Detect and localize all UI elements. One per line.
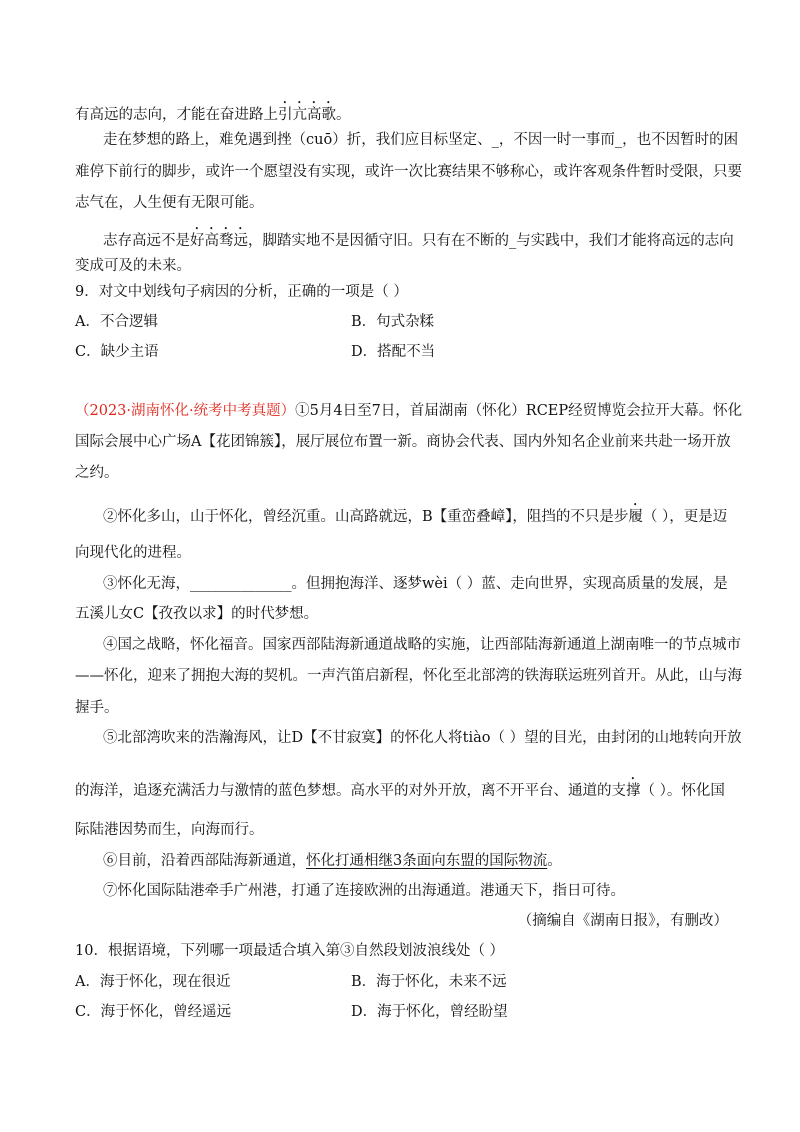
underlined-sentence: 怀化打通相继3条面向东盟的国际物流 <box>306 853 548 869</box>
emphasis-dotted-text: 引亢高歌 <box>278 107 336 123</box>
paragraph-2-line-1 <box>103 501 727 527</box>
source-credit: （摘编自《湖南日报》，有删改） <box>517 913 728 929</box>
passage2-line-3: 之约。 <box>75 465 119 481</box>
q10-option-c[interactable]: C．海于怀化，曾经遥远 <box>75 1004 232 1020</box>
passage2-line-2: 国际会展中心广场A【花团锦簇】，展厅展位布置一新。商协会代表、国内外知名企业前来共赴一场开放 <box>75 434 731 450</box>
q10-option-b[interactable]: B．海于怀化，未来不远 <box>351 974 507 990</box>
q9-option-a[interactable]: A．不合逻辑 <box>75 314 158 330</box>
text-run: 。 <box>547 853 562 869</box>
text-run: ①5月4日至7日，首届湖南（怀化）RCEP经贸博览会拉开大幕。怀化 <box>295 403 743 419</box>
paragraph-6 <box>103 851 562 871</box>
paragraph-5-line-1: ⑤北部湾吹来的浩瀚海风，让D【不甘寂寞】的怀化人将tiào（ ）望的目光，由封闭的山地转向开放 <box>103 730 742 746</box>
text-run: ②怀化多山，山于怀化，曾经沉重。山高路就远，B【重峦叠嶂】，阻挡的不只是步 <box>103 509 629 525</box>
emphasis-dotted-text: 好高骛远 <box>190 233 248 249</box>
text-run: ⑥目前，沿着西部陆海新通道， <box>103 853 306 869</box>
paragraph-4-line-2: ——怀化，迎来了拥抱大海的契机。一声汽笛启新程，怀化至北部湾的铁海联运班列首开。从此，山与海 <box>75 668 742 684</box>
paragraph-5-line-2 <box>75 775 725 801</box>
emphasis-dotted-text: 撑 <box>626 783 641 799</box>
q10-option-a[interactable]: A．海于怀化，现在很近 <box>75 974 231 990</box>
source-tag: （2023·湖南怀化·统考中考真题） <box>75 403 296 419</box>
question-10-stem: 10．根据语境，下列哪一项最适合填入第③自然段划波浪线处（ ） <box>75 943 505 959</box>
paragraph-4-line-3: 握手。 <box>75 700 119 716</box>
q9-option-c[interactable]: C．缺少主语 <box>75 344 159 360</box>
passage1-line-2: 走在梦想的路上，难免遇到挫（cuō）折，我们应目标坚定、_，不因一时一事而_，也不因暂时的困 <box>103 132 739 148</box>
text-run: 。 <box>336 107 351 123</box>
paragraph-3-line-2: 五溪儿女C【孜孜以求】的时代梦想。 <box>75 606 319 622</box>
passage1-line-5 <box>103 225 734 251</box>
text-run: 有高远的志向，才能在奋进路上 <box>75 107 278 123</box>
emphasis-dotted-text: 履 <box>628 509 643 525</box>
paragraph-4-line-1: ④国之战略，怀化福音。国家西部陆海新通道战略的实施，让西部陆海新通道上湖南唯一的节点城市 <box>103 637 741 653</box>
text-run: ，脚踏实地不是因循守旧。只有在不断的_与实践中，我们才能将高远的志向 <box>248 233 734 249</box>
q9-option-d[interactable]: D．搭配不当 <box>351 344 436 360</box>
text-run: （ ），更是迈 <box>642 509 728 525</box>
paragraph-3-line-1: ③怀化无海，______________。但拥抱海洋、逐梦wèi（ ）蓝、走向世界，实现高质量的发展，是 <box>103 576 728 592</box>
q10-option-d[interactable]: D．海于怀化，曾经盼望 <box>351 1004 508 1020</box>
text-run: （ ）。怀化国 <box>640 783 725 799</box>
paragraph-2-line-2: 向现代化的进程。 <box>75 545 191 561</box>
text-run: 志存高远不是 <box>103 233 190 249</box>
passage1-line-6: 变成可及的未来。 <box>75 258 191 274</box>
q9-option-b[interactable]: B．句式杂糅 <box>351 314 435 330</box>
question-9-stem: 9．对文中划线句子病因的分析，正确的一项是（ ） <box>75 284 408 300</box>
paragraph-7: ⑦怀化国际陆港牵手广州港，打通了连接欧洲的出海通道。港通天下，指日可待。 <box>103 883 625 899</box>
paragraph-5-line-3: 际陆港因势而生，向海而行。 <box>75 822 264 838</box>
text-run: 的海洋，追逐充满活力与激情的蓝色梦想。高水平的对外开放，离不开平台、通道的支 <box>75 783 626 799</box>
passage2-line-1 <box>75 401 742 421</box>
passage1-line-1 <box>75 99 351 125</box>
passage1-line-3: 难停下前行的脚步，或许一个愿望没有实现，或许一次比赛结果不够称心，或许客观条件暂时受限，只要 <box>75 164 742 180</box>
passage1-line-4: 志气在，人生便有无限可能。 <box>75 195 264 211</box>
